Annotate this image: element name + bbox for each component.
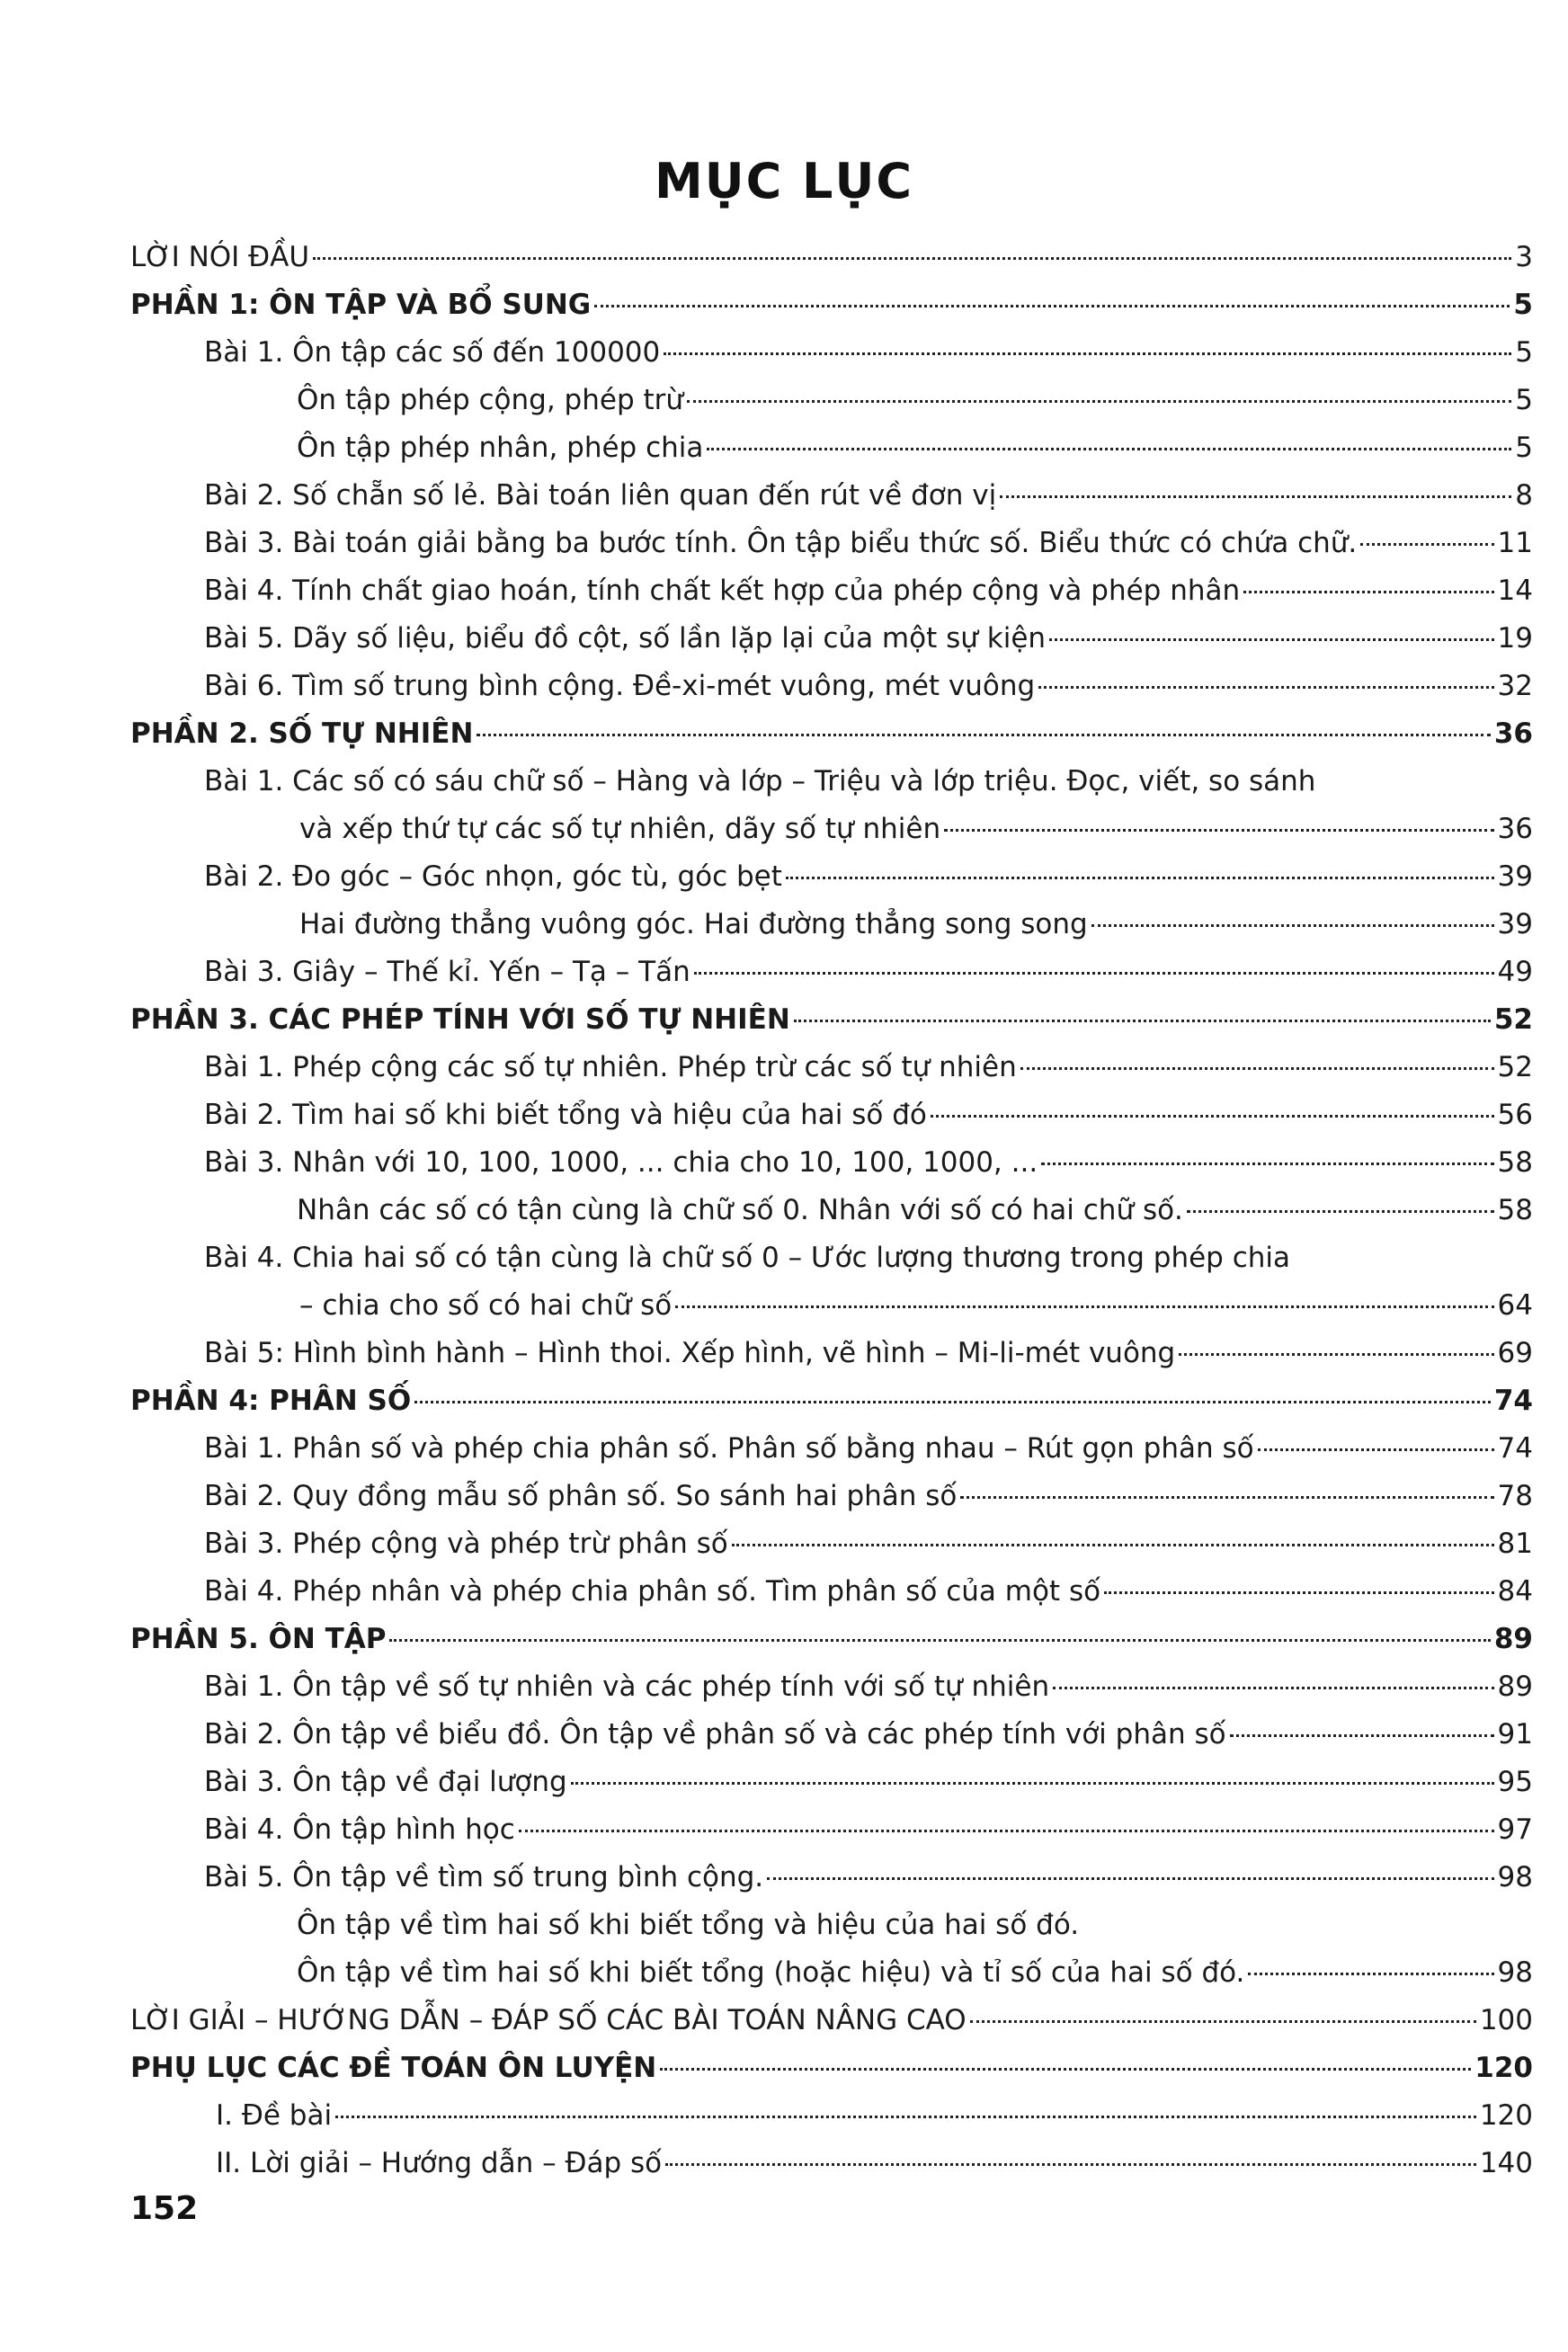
- toc-entry-title: PHẦN 2. SỐ TỰ NHIÊN: [130, 717, 474, 750]
- table-of-contents: [130, 241, 1533, 2195]
- toc-entry-title: Ôn tập phép cộng, phép trừ: [297, 384, 684, 416]
- toc-entry-title: Bài 5. Ôn tập về tìm số trung bình cộng.: [204, 1861, 764, 1893]
- toc-entry: [130, 1575, 1533, 1623]
- dot-leader: [794, 1020, 1491, 1022]
- toc-entry-title: Bài 5: Hình bình hành – Hình thoi. Xếp hình, vẽ hình – Mi-li-mét vuông: [204, 1337, 1176, 1369]
- toc-entry: [130, 1861, 1533, 1909]
- toc-page-number: 5: [1515, 384, 1533, 416]
- toc-entry-title: Bài 1. Ôn tập các số đến 100000: [204, 336, 661, 369]
- dot-leader: [1258, 1448, 1494, 1451]
- toc-page-number: 120: [1479, 2099, 1533, 2132]
- dot-leader: [1230, 1734, 1494, 1737]
- toc-page-number: 89: [1497, 1670, 1533, 1703]
- toc-page-number: 58: [1497, 1194, 1533, 1226]
- toc-page-number: 56: [1497, 1099, 1533, 1131]
- toc-entry-title: Bài 3. Giây – Thế kỉ. Yến – Tạ – Tấn: [204, 956, 690, 988]
- toc-entry: [130, 860, 1533, 908]
- toc-entry-title: LỜI GIẢI – HƯỚNG DẪN – ĐÁP SỐ CÁC BÀI TOÁN NÂNG CAO: [130, 2004, 967, 2036]
- toc-entry: [130, 1289, 1533, 1337]
- dot-leader: [1053, 1687, 1493, 1689]
- toc-page-number: 11: [1497, 527, 1533, 559]
- toc-entry-title: Bài 2. Ôn tập về biểu đồ. Ôn tập về phân số và các phép tính với phân số: [204, 1718, 1226, 1751]
- toc-entry-title: Ôn tập về tìm hai số khi biết tổng và hiệu của hai số đó.: [297, 1909, 1080, 1941]
- dot-leader: [675, 1305, 1493, 1308]
- toc-page-number: 14: [1497, 575, 1533, 607]
- toc-page-number: 39: [1497, 860, 1533, 893]
- dot-leader: [1360, 543, 1493, 546]
- toc-page-number: 81: [1497, 1528, 1533, 1560]
- dot-leader: [571, 1782, 1494, 1785]
- toc-entry-title: Bài 4. Phép nhân và phép chia phân số. Tìm phân số của một số: [204, 1575, 1101, 1608]
- toc-entry-title: PHẦN 4: PHÂN SỐ: [130, 1385, 412, 1417]
- toc-page-number: 5: [1515, 432, 1533, 464]
- toc-entry-title: Bài 5. Dãy số liệu, biểu đồ cột, số lần lặp lại của một sự kiện: [204, 622, 1047, 655]
- toc-entry-title: Bài 2. Số chẵn số lẻ. Bài toán liên quan đến rút về đơn vị: [204, 479, 997, 512]
- dot-leader: [1000, 495, 1511, 498]
- toc-page-number: 97: [1497, 1813, 1533, 1846]
- dot-leader: [1020, 1067, 1494, 1070]
- toc-page-number: 32: [1497, 670, 1533, 702]
- toc-page-number: 39: [1497, 908, 1533, 940]
- toc-entry-title: Bài 1. Phép cộng các số tự nhiên. Phép trừ các số tự nhiên: [204, 1051, 1017, 1083]
- toc-entry-title: Ôn tập về tìm hai số khi biết tổng (hoặc hiệu) và tỉ số của hai số đó.: [297, 1956, 1245, 1989]
- dot-leader: [1038, 686, 1493, 689]
- toc-part-heading: [130, 1385, 1533, 1432]
- toc-entry-title: Bài 3. Ôn tập về đại lượng: [204, 1766, 567, 1798]
- dot-leader: [960, 1496, 1493, 1499]
- toc-part-heading: [130, 289, 1533, 336]
- toc-entry: [130, 1480, 1533, 1528]
- toc-page-number: 98: [1497, 1861, 1533, 1893]
- toc-page-number: 19: [1497, 622, 1533, 655]
- dot-leader: [767, 1877, 1493, 1880]
- toc-page-number: 36: [1493, 717, 1533, 750]
- toc-page-number: 74: [1493, 1385, 1533, 1417]
- toc-page-number: 140: [1479, 2147, 1533, 2179]
- dot-leader: [694, 972, 1494, 975]
- toc-part-heading: [130, 1623, 1533, 1670]
- toc-page-number: 52: [1493, 1003, 1533, 1036]
- dot-leader: [944, 829, 1493, 832]
- dot-leader: [1179, 1353, 1493, 1356]
- toc-entry: [130, 1432, 1533, 1480]
- toc-page-number: 74: [1497, 1432, 1533, 1465]
- toc-entry-title: PHẦN 3. CÁC PHÉP TÍNH VỚI SỐ TỰ NHIÊN: [130, 1003, 790, 1036]
- toc-entry: [130, 2099, 1533, 2147]
- dot-leader: [1091, 924, 1494, 927]
- toc-entry-title: Bài 1. Các số có sáu chữ số – Hàng và lớp – Triệu và lớp triệu. Đọc, viết, so sánh: [204, 765, 1316, 797]
- toc-entry: [130, 1194, 1533, 1242]
- toc-entry: [130, 622, 1533, 670]
- toc-page-number: 120: [1474, 2052, 1533, 2084]
- toc-entry-title: – chia cho số có hai chữ số: [299, 1289, 673, 1322]
- toc-entry: [130, 1670, 1533, 1718]
- page-number: 152: [130, 2190, 199, 2227]
- toc-page-number: 98: [1497, 1956, 1533, 1989]
- dot-leader: [732, 1544, 1494, 1546]
- dot-leader: [335, 2116, 1476, 2118]
- toc-page-number: 36: [1497, 813, 1533, 845]
- toc-entry-title: Bài 1. Ôn tập về số tự nhiên và các phép tính với số tự nhiên: [204, 1670, 1050, 1703]
- toc-entry: [130, 908, 1533, 956]
- toc-entry: [130, 670, 1533, 717]
- toc-page-number: 100: [1479, 2004, 1533, 2036]
- toc-page-number: 8: [1515, 479, 1533, 512]
- dot-leader: [664, 352, 1511, 355]
- toc-entry: [130, 1909, 1533, 1956]
- toc-page-number: 95: [1497, 1766, 1533, 1798]
- toc-entry-title: Bài 4. Chia hai số có tận cùng là chữ số 0 – Ước lượng thương trong phép chia: [204, 1242, 1291, 1274]
- toc-entry-title: LỜI NÓI ĐẦU: [130, 241, 310, 273]
- toc-part-heading: [130, 717, 1533, 765]
- toc-entry: [130, 384, 1533, 432]
- toc-page-number: 52: [1497, 1051, 1533, 1083]
- dot-leader: [665, 2163, 1476, 2166]
- toc-entry-title: Bài 1. Phân số và phép chia phân số. Phân số bằng nhau – Rút gọn phân số: [204, 1432, 1254, 1465]
- toc-page-number: 5: [1513, 289, 1533, 321]
- toc-entry: [130, 527, 1533, 575]
- dot-leader: [313, 257, 1511, 260]
- dot-leader: [687, 400, 1511, 403]
- toc-entry: [130, 1528, 1533, 1575]
- toc-entry: [130, 336, 1533, 384]
- toc-entry-title: Bài 2. Tìm hai số khi biết tổng và hiệu của hai số đó: [204, 1099, 927, 1131]
- toc-page-number: 89: [1493, 1623, 1533, 1655]
- toc-entry-title: PHẦN 5. ÔN TẬP: [130, 1623, 387, 1655]
- toc-page-number: 3: [1515, 241, 1533, 273]
- toc-page-number: 78: [1497, 1480, 1533, 1512]
- toc-entry-title: Bài 4. Tính chất giao hoán, tính chất kết hợp của phép cộng và phép nhân: [204, 575, 1241, 607]
- toc-entry-title: Bài 2. Đo góc – Góc nhọn, góc tù, góc bẹt: [204, 860, 782, 893]
- toc-part-heading: [130, 1003, 1533, 1051]
- dot-leader: [707, 448, 1511, 450]
- toc-entry-title: PHẦN 1: ÔN TẬP VÀ BỔ SUNG: [130, 289, 592, 321]
- dot-leader: [477, 734, 1490, 736]
- toc-entry: [130, 1956, 1533, 2004]
- toc-entry-title: Bài 6. Tìm số trung bình cộng. Đề-xi-mét vuông, mét vuông: [204, 670, 1036, 702]
- toc-entry: [130, 1718, 1533, 1766]
- toc-entry: [130, 813, 1533, 860]
- dot-leader: [1248, 1973, 1493, 1975]
- toc-entry: [130, 241, 1533, 289]
- dot-leader: [786, 877, 1494, 879]
- toc-page-number: 64: [1497, 1289, 1533, 1322]
- toc-entry: [130, 956, 1533, 1003]
- toc-part-heading: [130, 2052, 1533, 2099]
- toc-entry: [130, 1242, 1533, 1289]
- toc-page-number: 84: [1497, 1575, 1533, 1608]
- toc-entry-title: Nhân các số có tận cùng là chữ số 0. Nhân với số có hai chữ số.: [297, 1194, 1183, 1226]
- dot-leader: [1041, 1163, 1493, 1165]
- dot-leader: [519, 1830, 1494, 1832]
- toc-page-number: 49: [1497, 956, 1533, 988]
- toc-entry-title: I. Đề bài: [216, 2099, 333, 2132]
- dot-leader: [660, 2068, 1471, 2071]
- dot-leader: [594, 305, 1510, 307]
- toc-entry-title: Hai đường thẳng vuông góc. Hai đường thẳng song song: [299, 908, 1088, 940]
- toc-entry: [130, 1099, 1533, 1146]
- toc-entry-title: Bài 3. Phép cộng và phép trừ phân số: [204, 1528, 728, 1560]
- toc-entry: [130, 765, 1533, 813]
- toc-entry: [130, 1051, 1533, 1099]
- dot-leader: [414, 1401, 1491, 1403]
- toc-entry-title: PHỤ LỤC CÁC ĐỀ TOÁN ÔN LUYỆN: [130, 2052, 657, 2084]
- toc-entry: [130, 2147, 1533, 2195]
- toc-page-number: 5: [1515, 336, 1533, 369]
- toc-entry-title: Bài 2. Quy đồng mẫu số phân số. So sánh hai phân số: [204, 1480, 958, 1512]
- dot-leader: [1104, 1591, 1493, 1594]
- toc-entry: [130, 1337, 1533, 1385]
- dot-leader: [389, 1639, 1490, 1642]
- toc-entry-title: Bài 4. Ôn tập hình học: [204, 1813, 515, 1846]
- dot-leader: [1243, 591, 1493, 593]
- toc-entry-title: Bài 3. Nhân với 10, 100, 1000, ... chia cho 10, 100, 1000, ...: [204, 1146, 1038, 1179]
- toc-entry: [130, 2004, 1533, 2052]
- dot-leader: [931, 1115, 1494, 1118]
- dot-leader: [1049, 638, 1494, 641]
- toc-entry-title: II. Lời giải – Hướng dẫn – Đáp số: [216, 2147, 663, 2179]
- toc-entry: [130, 479, 1533, 527]
- toc-entry: [130, 1813, 1533, 1861]
- dot-leader: [1187, 1210, 1494, 1213]
- toc-page-number: 91: [1497, 1718, 1533, 1751]
- toc-entry: [130, 1146, 1533, 1194]
- toc-entry: [130, 575, 1533, 622]
- toc-entry-title: Bài 3. Bài toán giải bằng ba bước tính. Ôn tập biểu thức số. Biểu thức có chứa chữ.: [204, 527, 1358, 559]
- page-title: MỤC LỤC: [655, 153, 913, 209]
- toc-entry-title: và xếp thứ tự các số tự nhiên, dãy số tự nhiên: [299, 813, 941, 845]
- toc-entry: [130, 1766, 1533, 1813]
- toc-page-number: 58: [1497, 1146, 1533, 1179]
- dot-leader: [970, 2020, 1476, 2023]
- toc-page-number: 69: [1497, 1337, 1533, 1369]
- toc-entry: [130, 432, 1533, 479]
- toc-entry-title: Ôn tập phép nhân, phép chia: [297, 432, 704, 464]
